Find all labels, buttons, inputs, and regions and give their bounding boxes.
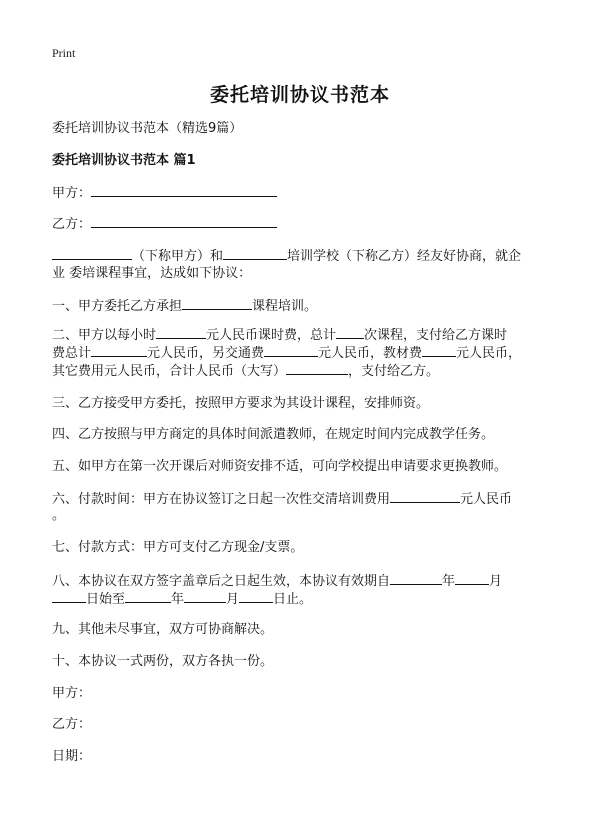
clause-8-text-a: 八、本协议在双方签字盖章后之日起生效，本协议有效期自	[52, 574, 391, 589]
intro-text-1: （下称甲方）和	[132, 249, 224, 264]
intro-line-1	[52, 246, 521, 266]
clause-2-text-c: 次课程，支付给乙方课时	[364, 328, 508, 343]
clause-1-text-b: 课程培训。	[252, 299, 318, 314]
party-b-field	[52, 214, 277, 234]
clause-2-text-b: 元人民币课时费，总计	[206, 328, 337, 343]
end-year-blank[interactable]	[125, 589, 171, 603]
total-fee-blank[interactable]	[91, 343, 147, 357]
clause-2-text-e: 元人民币，另交通费	[147, 346, 265, 361]
clause-6-line-1	[52, 489, 512, 509]
clause-3: 三、乙方接受甲方委托，按照甲方要求为其设计课程，安排师资。	[52, 396, 430, 411]
party-b-label: 乙方：	[52, 217, 92, 232]
clause-6-line-2: 。	[52, 508, 66, 523]
clause-2-text-d: 费总计	[52, 346, 92, 361]
clause-6-text-a: 六、付款时间：甲方在协议签订之日起一次性交清培训费用	[52, 492, 391, 507]
intro-text-2: 培训学校（下称乙方）经友好协商，就企	[287, 249, 522, 264]
course-count-blank[interactable]	[336, 325, 364, 339]
clause-2-line-2	[52, 343, 521, 363]
signature-date: 日期：	[52, 749, 92, 764]
start-year-blank[interactable]	[390, 571, 442, 585]
clause-2-text-f: 元人民币，教材费	[318, 346, 423, 361]
party-a-field	[52, 183, 277, 203]
party-b-blank[interactable]	[91, 214, 277, 228]
clause-4: 四、乙方按照与甲方商定的具体时间派遣教师，在规定时间内完成教学任务。	[52, 427, 495, 442]
clause-1	[52, 296, 317, 316]
clause-9: 九、其他未尽事宜，双方可协商解决。	[52, 622, 274, 637]
clause-2-text-h: 其它费用元人民币，合计人民币（大写）	[52, 364, 287, 379]
clause-6-text-b: 元人民币	[460, 492, 513, 507]
clause-8-text-f: 月	[226, 592, 240, 607]
clause-1-text-a: 一、甲方委托乙方承担	[52, 299, 183, 314]
signature-party-a: 甲方：	[52, 686, 92, 701]
clause-8-line-1	[52, 571, 502, 591]
school-name-blank[interactable]	[223, 246, 287, 260]
section-heading: 委托培训协议书范本 篇1	[52, 153, 196, 168]
clause-2-line-1	[52, 325, 507, 345]
party-a-label: 甲方：	[52, 186, 92, 201]
start-day-blank[interactable]	[52, 589, 86, 603]
clause-8-text-d: 日始至	[86, 592, 126, 607]
print-label[interactable]: Print	[52, 46, 76, 60]
intro-line-2: 业 委培课程事宜，达成如下协议：	[52, 266, 252, 281]
course-name-blank[interactable]	[182, 296, 252, 310]
party-a-blank[interactable]	[91, 183, 277, 197]
clause-8-text-e: 年	[171, 592, 185, 607]
clause-2-text-i: ，支付给乙方。	[348, 364, 440, 379]
clause-2-text-g: 元人民币，	[456, 346, 522, 361]
clause-8-line-2	[52, 589, 312, 609]
clause-7: 七、付款方式：甲方可支付乙方现金/支票。	[52, 540, 304, 555]
clause-2-line-3	[52, 361, 439, 381]
end-day-blank[interactable]	[239, 589, 273, 603]
hourly-fee-blank[interactable]	[156, 325, 206, 339]
party-a-name-blank[interactable]	[52, 246, 132, 260]
clause-2-text-a: 二、甲方以每小时	[52, 328, 157, 343]
start-month-blank[interactable]	[455, 571, 489, 585]
clause-10: 十、本协议一式两份，双方各执一份。	[52, 654, 274, 669]
total-uppercase-blank[interactable]	[286, 361, 348, 375]
transport-fee-blank[interactable]	[264, 343, 318, 357]
training-fee-blank[interactable]	[390, 489, 460, 503]
material-fee-blank[interactable]	[422, 343, 456, 357]
document-subtitle: 委托培训协议书范本（精选9篇）	[52, 121, 243, 136]
signature-party-b: 乙方：	[52, 717, 92, 732]
clause-8-text-c: 月	[489, 574, 503, 589]
clause-8-text-b: 年	[442, 574, 456, 589]
clause-5: 五、如甲方在第一次开课后对师资安排不适，可向学校提出申请要求更换教师。	[52, 459, 508, 474]
end-month-blank[interactable]	[184, 589, 226, 603]
clause-8-text-g: 日止。	[273, 592, 313, 607]
document-title: 委托培训协议书范本	[209, 84, 390, 106]
